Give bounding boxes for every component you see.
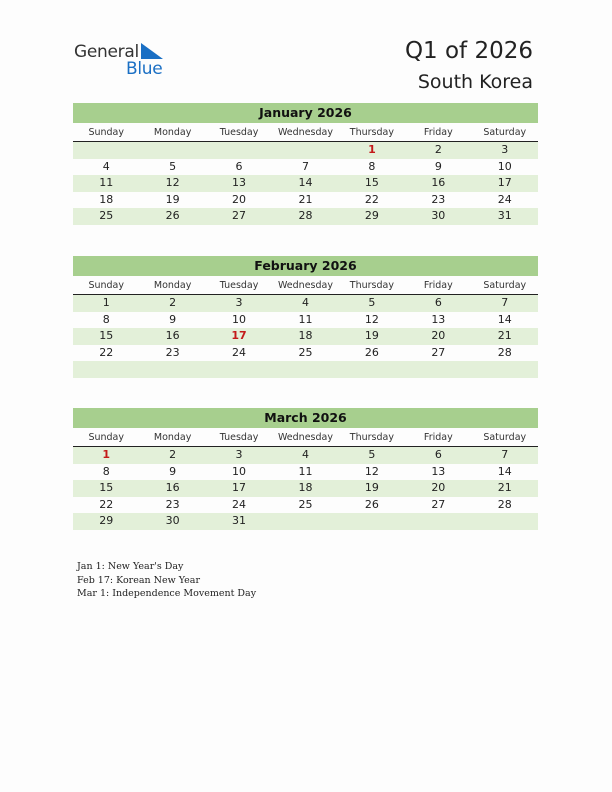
weekday-label: Saturday [483,127,527,138]
weekday-label: Wednesday [277,280,333,291]
day-cell: 7 [501,296,509,309]
day-cell: 21 [497,481,512,495]
day-cell [272,142,338,159]
day-cell: 12 [364,464,379,478]
weekday-label: Friday [423,280,453,291]
weekday-label: Sunday [88,127,124,138]
page-title: Q1 of 2026 [404,38,533,64]
weekday-label: Friday [423,127,453,138]
day-cell: 3 [235,296,243,309]
weekday-header [73,430,538,447]
day-cell: 4 [301,296,309,309]
month-title: February 2026 [73,256,538,276]
day-cell: 3 [235,448,243,461]
weekday-label: Monday [153,127,192,138]
day-cell: 23 [431,192,446,206]
week-row [73,345,538,362]
weekday-label: Tuesday [219,127,259,138]
week-row [73,175,538,192]
generalblue-logo [74,42,174,82]
day-cell: 5 [169,159,177,173]
holiday-notes [77,560,256,601]
day-cell: 15 [99,329,114,343]
day-cell: 28 [497,497,512,511]
day-cell: 29 [99,514,114,528]
weekday-label: Tuesday [219,432,259,443]
day-cell: 17 [497,176,512,190]
weekday-label: Thursday [349,280,394,291]
day-cell: 14 [298,176,313,190]
week-row [73,295,538,312]
week-row [73,361,538,378]
week-row [73,328,538,345]
week-row [73,159,538,176]
day-cell: 26 [364,497,379,511]
day-cell: 9 [434,159,442,173]
day-cell: 12 [165,176,180,190]
day-cell: 24 [232,345,247,359]
month-calendar-march [73,408,538,530]
day-cell: 20 [431,481,446,495]
day-cell: 25 [298,497,313,511]
day-cell: 4 [301,448,309,461]
day-cell [139,361,205,378]
day-cell: 20 [431,329,446,343]
day-cell: 11 [298,312,313,326]
month-title: January 2026 [73,103,538,123]
week-row [73,480,538,497]
week-row [73,447,538,464]
day-cell: 28 [497,345,512,359]
weekday-label: Saturday [483,280,527,291]
day-cell: 9 [169,312,177,326]
week-row [73,192,538,209]
day-cell [206,361,272,378]
month-calendar-january [73,103,538,225]
day-cell: 27 [431,497,446,511]
day-cell: 22 [364,192,379,206]
day-cell: 26 [165,209,180,223]
day-cell: 7 [301,159,309,173]
day-cell: 13 [431,464,446,478]
day-cell: 10 [232,464,247,478]
day-cell: 24 [497,192,512,206]
day-cell: 30 [431,209,446,223]
day-cell: 23 [165,345,180,359]
day-cell: 12 [364,312,379,326]
day-cell: 19 [165,192,180,206]
day-cell: 16 [165,329,180,343]
week-row [73,513,538,530]
day-cell: 5 [368,448,376,461]
day-cell: 21 [298,192,313,206]
day-cell: 25 [99,209,114,223]
day-cell: 22 [99,345,114,359]
day-cell: 2 [169,296,177,309]
day-cell: 25 [298,345,313,359]
day-cell: 13 [431,312,446,326]
week-row [73,464,538,481]
month-title: March 2026 [73,408,538,428]
day-cell: 5 [368,296,376,309]
day-cell: 6 [434,448,442,461]
holiday-note: Jan 1: New Year's Day [77,561,184,572]
country-name: South Korea [417,71,533,93]
day-cell: 20 [232,192,247,206]
day-cell [472,513,538,530]
day-cell: 22 [99,497,114,511]
day-cell: 27 [232,209,247,223]
day-cell: 2 [434,143,442,156]
day-cell [405,513,471,530]
day-cell: 13 [232,176,247,190]
week-row [73,208,538,225]
weekday-label: Thursday [349,127,394,138]
day-cell: 17 [231,329,247,343]
day-cell: 17 [232,481,247,495]
day-cell [339,361,405,378]
day-cell: 19 [364,481,379,495]
week-row [73,497,538,514]
weekday-label: Wednesday [277,432,333,443]
day-cell [73,142,139,159]
day-cell: 4 [102,159,110,173]
day-cell: 19 [364,329,379,343]
day-cell: 14 [497,312,512,326]
day-cell [73,361,139,378]
day-cell: 28 [298,209,313,223]
day-cell: 18 [298,481,313,495]
day-cell: 14 [497,464,512,478]
day-cell: 26 [364,345,379,359]
day-cell: 21 [497,329,512,343]
weekday-header [73,125,538,142]
day-cell: 9 [169,464,177,478]
day-cell [472,361,538,378]
day-cell: 8 [102,464,110,478]
day-cell: 8 [102,312,110,326]
day-cell: 29 [364,209,379,223]
holiday-note: Feb 17: Korean New Year [77,574,200,586]
day-cell: 15 [364,176,379,190]
day-cell: 16 [431,176,446,190]
day-cell: 27 [431,345,446,359]
day-cell: 1 [368,143,376,156]
day-cell: 11 [298,464,313,478]
day-cell: 2 [169,448,177,461]
day-cell [139,142,205,159]
day-cell [272,513,338,530]
day-cell [272,361,338,378]
day-cell: 1 [102,296,110,309]
day-cell [339,513,405,530]
day-cell: 3 [501,143,509,156]
day-cell: 6 [434,296,442,309]
weekday-label: Tuesday [219,280,259,291]
weekday-label: Friday [423,432,453,443]
day-cell [206,142,272,159]
day-cell: 6 [235,159,243,173]
weekday-label: Sunday [88,432,124,443]
logo-flag-icon [141,43,163,59]
day-cell: 30 [165,514,180,528]
logo-blue-text: Blue [126,59,163,79]
weekday-label: Monday [153,280,192,291]
month-calendar-february [73,256,538,378]
weekday-label: Monday [153,432,192,443]
weekday-header [73,278,538,295]
day-cell: 1 [102,448,111,461]
day-cell: 11 [99,176,114,190]
weekday-label: Saturday [483,432,527,443]
day-cell [405,361,471,378]
weekday-label: Thursday [349,432,394,443]
day-cell: 24 [232,497,247,511]
day-cell: 18 [99,192,114,206]
day-cell: 31 [497,209,512,223]
week-row [73,312,538,329]
week-row [73,142,538,159]
day-cell: 8 [368,159,376,173]
logo-general-text: General [74,42,139,62]
holiday-note: Mar 1: Independence Movement Day [77,588,257,599]
day-cell: 10 [497,159,512,173]
day-cell: 15 [99,481,114,495]
day-cell: 10 [232,312,247,326]
weekday-label: Wednesday [277,127,333,138]
day-cell: 7 [501,448,509,461]
weekday-label: Sunday [88,280,124,291]
day-cell: 23 [165,497,180,511]
day-cell: 16 [165,481,180,495]
day-cell: 31 [232,514,247,528]
day-cell: 18 [298,329,313,343]
